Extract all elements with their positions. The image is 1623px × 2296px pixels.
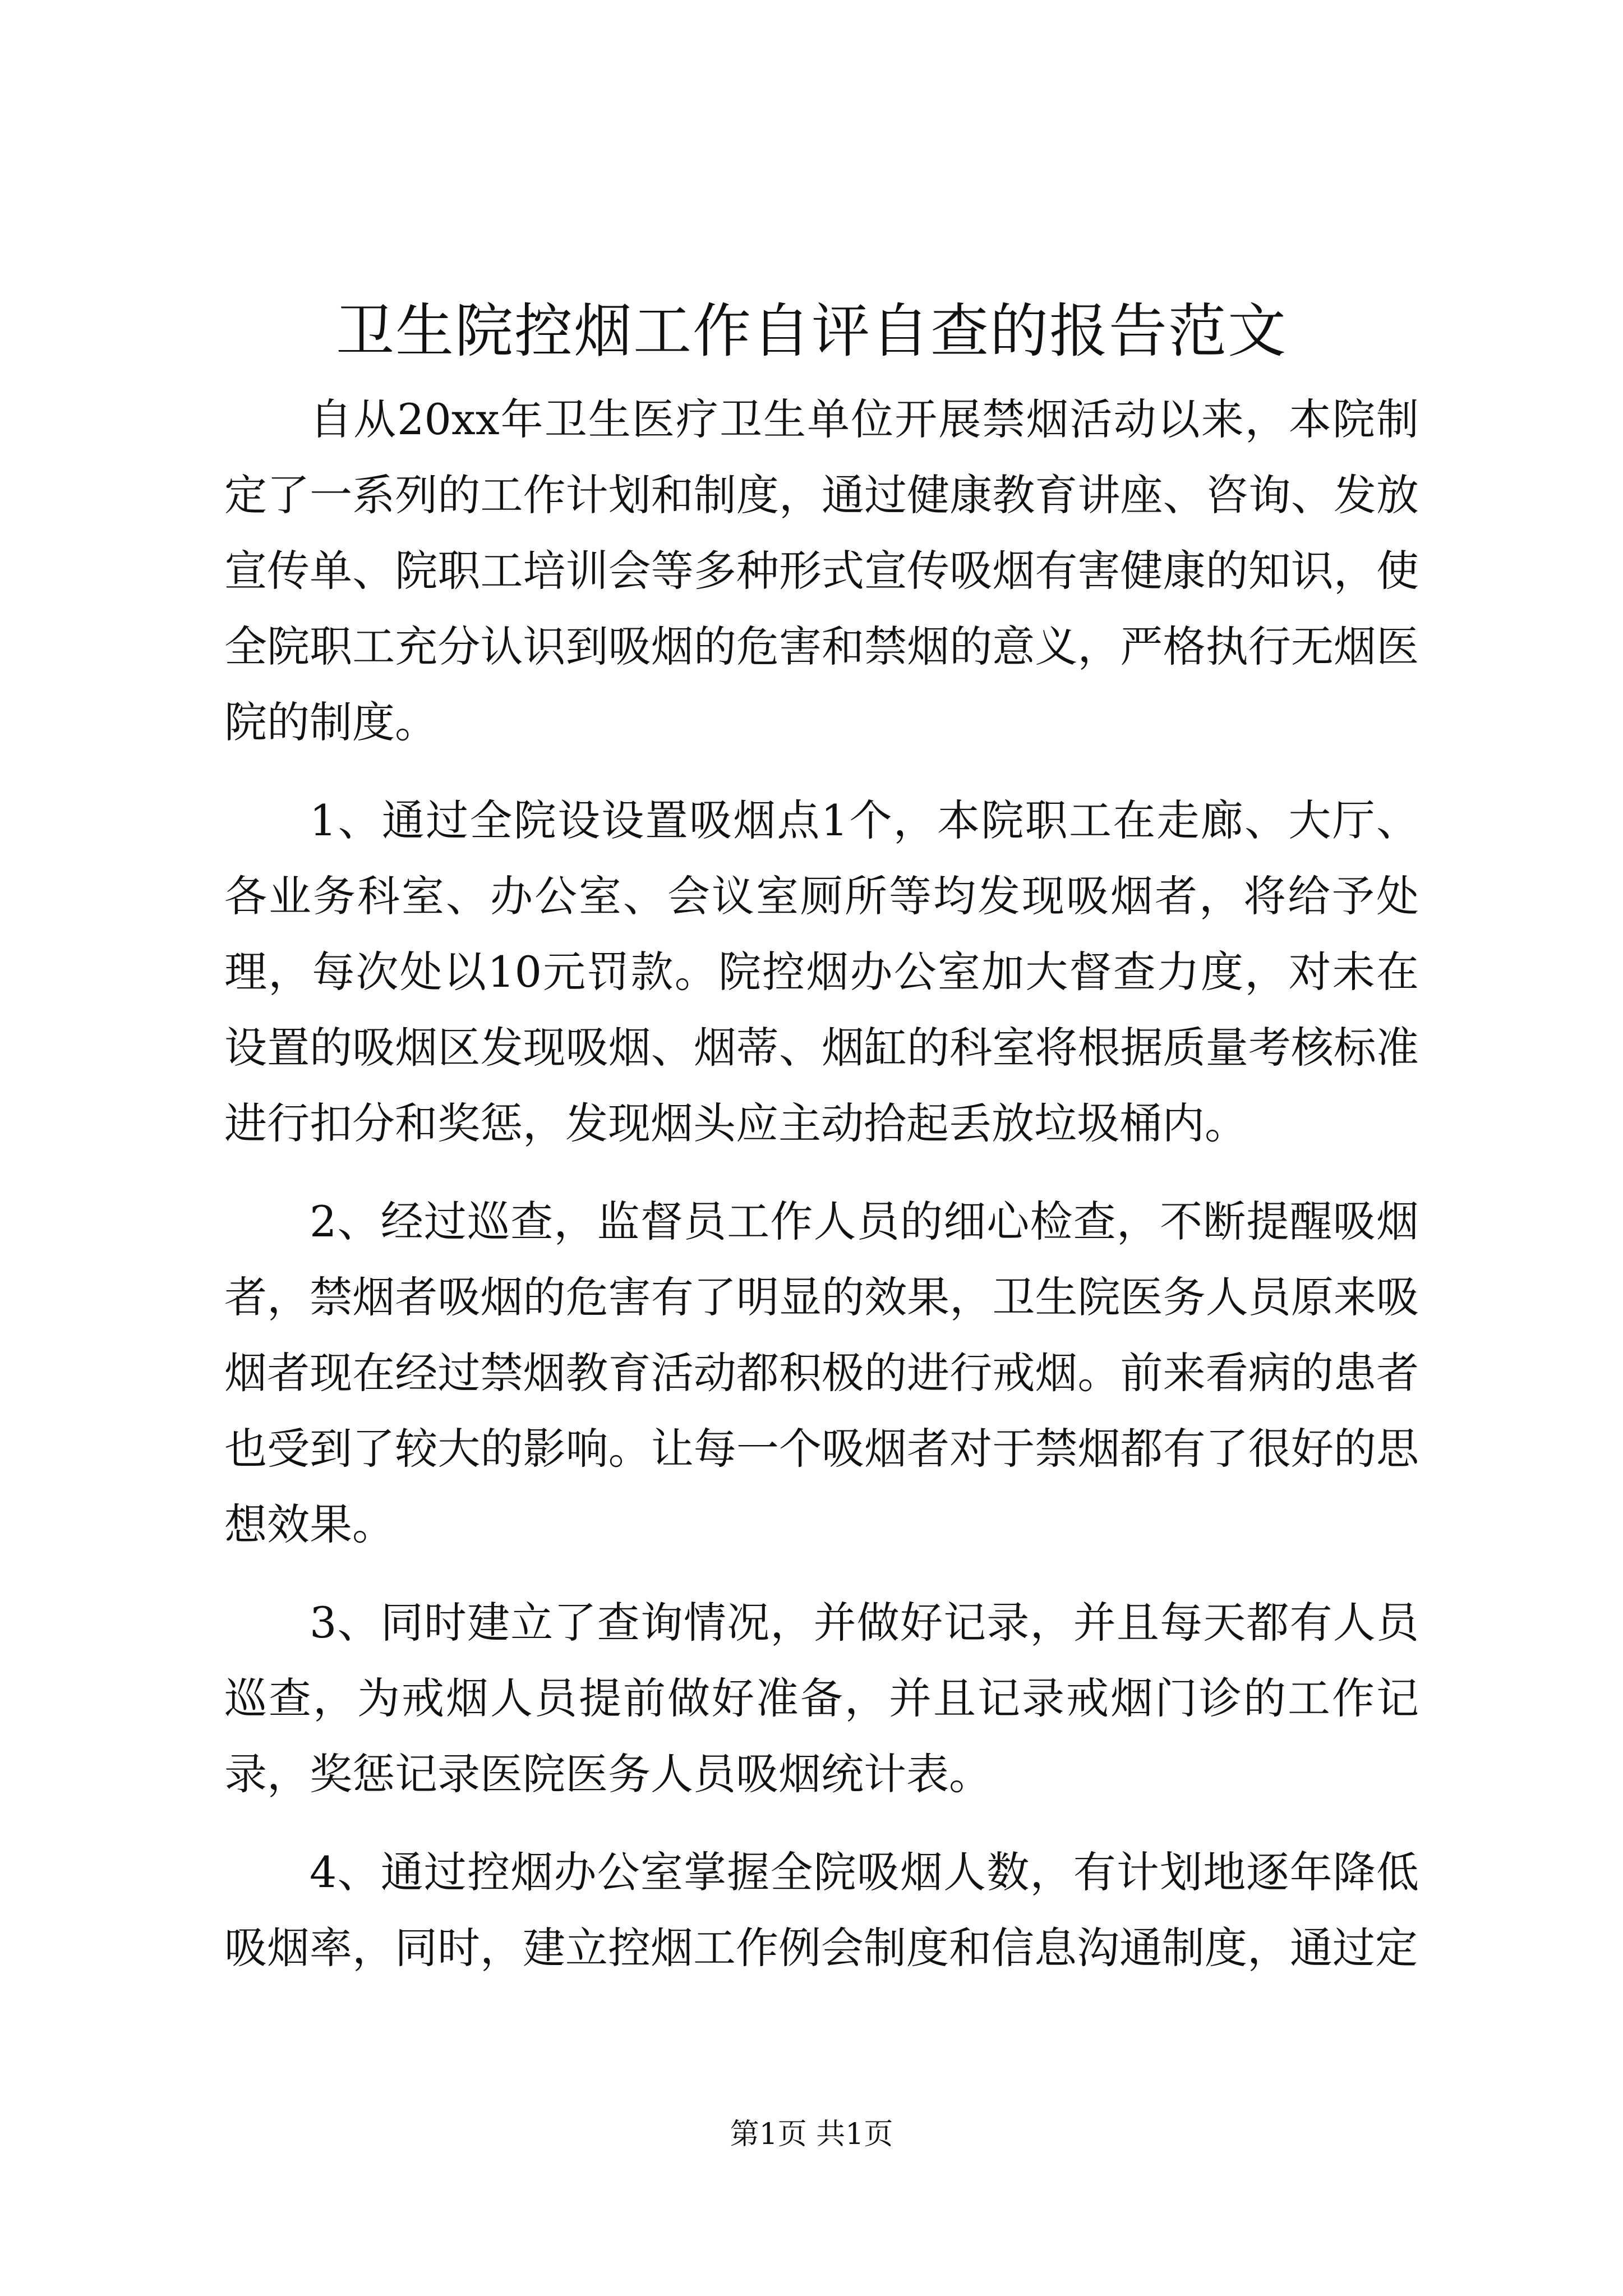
paragraph-item-2: 2、经过巡查，监督员工作人员的细心检查，不断提醒吸烟者，禁烟者吸烟的危害有了明显的效果，卫生院医务人员原来吸烟者现在经过禁烟教育活动都积极的进行戒烟。前来看病的患者也受到了较大的影响。让每一个吸烟者对于禁烟都有了很好的思想效果。 <box>224 1197 1419 1549</box>
paragraph-item-4: 4、通过控烟办公室掌握全院吸烟人数，有计划地逐年降低吸烟率，同时，建立控烟工作例会制度和信息沟通制度，通过定 <box>224 1847 1419 1973</box>
document-title: 卫生院控烟工作自评自查的报告范文 <box>335 297 1287 365</box>
document-body <box>224 381 1419 2008</box>
page-number: 第1页 共1页 <box>730 2118 893 2151</box>
paragraph-intro: 自从20xx年卫生医疗卫生单位开展禁烟活动以来，本院制定了一系列的工作计划和制度，通过健康教育讲座、咨询、发放宣传单、院职工培训会等多种形式宣传吸烟有害健康的知识，使全院职工充分认识到吸烟的危害和禁烟的意义，严格执行无烟医院的制度。 <box>224 394 1419 747</box>
paragraph-item-1: 1、通过全院设设置吸烟点1个，本院职工在走廊、大厅、各业务科室、办公室、会议室厕所等均发现吸烟者，将给予处理，每次处以10元罚款。院控烟办公室加大督查力度，对未在设置的吸烟区发现吸烟、烟蒂、烟缸的科室将根据质量考核标准进行扣分和奖惩，发现烟头应主动拾起丢放垃圾桶内。 <box>224 795 1419 1148</box>
paragraph-item-3: 3、同时建立了查询情况，并做好记录，并且每天都有人员巡查，为戒烟人员提前做好准备，并且记录戒烟门诊的工作记录，奖惩记录医院医务人员吸烟统计表。 <box>224 1598 1419 1799</box>
